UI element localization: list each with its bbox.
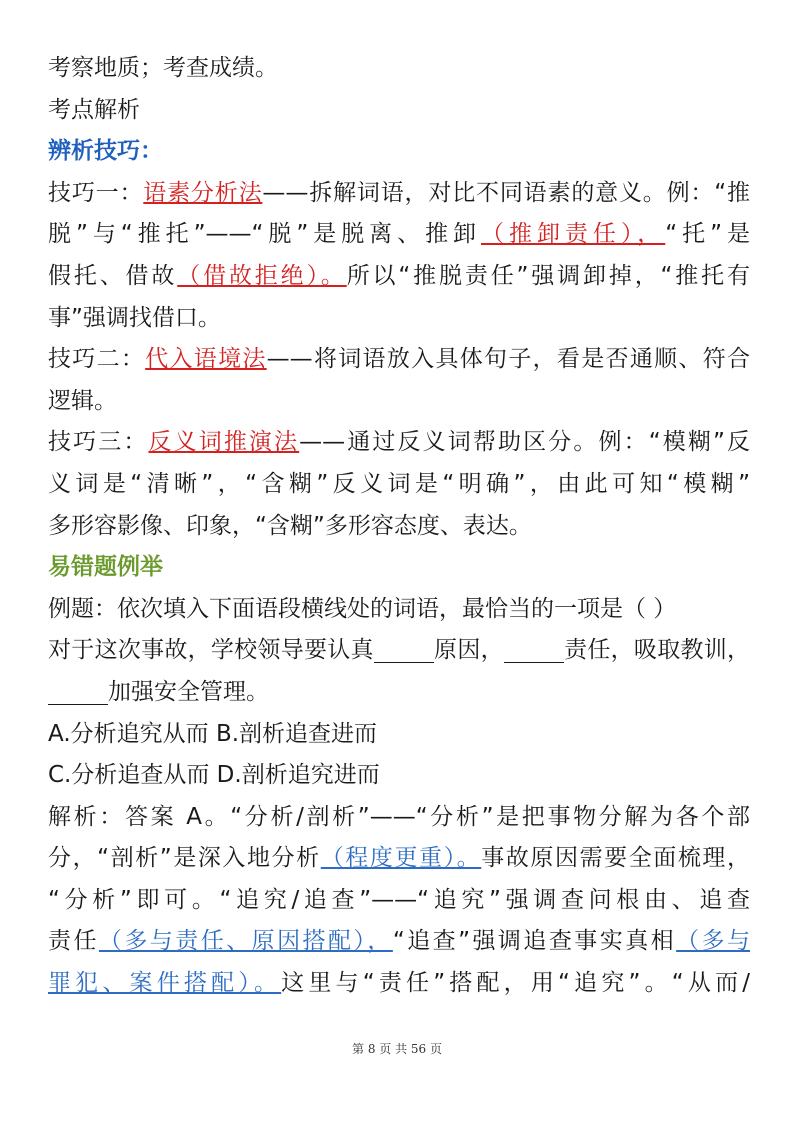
answer-blank: [48, 678, 108, 705]
text-line: 逻辑。: [48, 387, 117, 414]
question-line: 对于这次事故，学校领导要认真 原因， 责任，吸取教训，: [48, 637, 750, 664]
text-line: 假托、借故（借故拒绝）。所以“推脱责任”强调卸掉，“推托有: [48, 262, 750, 289]
question-line: 例题：依次填入下面语段横线处的词语，最恰当的一项是（ ）: [48, 595, 677, 622]
example-note: （借故拒绝）。: [177, 262, 347, 289]
example-note: （多与责任、原因搭配），: [98, 928, 393, 955]
analysis-line: 解析：答案 A。“分析/剖析”——“分析”是把事物分解为各个部: [48, 803, 750, 830]
text-line: 事”强调找借口。: [48, 304, 221, 331]
answer-blank: [374, 636, 434, 663]
heading-tips: 辨析技巧：: [48, 138, 163, 165]
text-line: 多形容影像、印象，“含糊”多形容态度、表达。: [48, 512, 532, 539]
option-line: C.分析追查从而 D.剖析追究进而: [48, 762, 380, 789]
analysis-line: 罪犯、案件搭配）。这里与“责任”搭配，用“追究”。“从而/: [48, 970, 750, 997]
answer-blank: [504, 636, 564, 663]
page-number: 第 8 页 共 56 页: [352, 1042, 442, 1056]
text-line: 考察地质；考查成绩。: [48, 55, 278, 81]
analysis-line: 责任（多与责任、原因搭配），“追查”强调追查事实真相（多与: [48, 928, 750, 955]
tip-two-line: 技巧二：代入语境法——将词语放入具体句子，看是否通顺、符合: [48, 346, 750, 373]
question-line: 加强安全管理。: [48, 672, 750, 714]
method-name: 代入语境法: [145, 346, 267, 373]
tip-three-line: 技巧三：反义词推演法——通过反义词帮助区分。例：“模糊”反: [48, 429, 750, 456]
section-label: 考点解析: [48, 96, 140, 123]
option-line: A.分析追究从而 B.剖析追查进而: [48, 720, 378, 747]
text-line: 脱”与“推托”——“脱”是脱离、推卸（推卸责任），“托”是: [48, 221, 750, 248]
tip-one-line: 技巧一：语素分析法——拆解词语，对比不同语素的意义。例：“推: [48, 179, 750, 206]
document-body: [48, 48, 750, 1005]
analysis-line: “分析”即可。“追究/追查”——“追究”强调查问根由、追查: [48, 886, 750, 913]
example-note: 罪犯、案件搭配）。: [48, 970, 282, 997]
analysis-line: 分，“剖析”是深入地分析（程度更重）。事故原因需要全面梳理，: [48, 845, 750, 872]
method-name: 反义词推演法: [148, 429, 300, 456]
text-line: 义词是“清晰”，“含糊”反义词是“明确”，由此可知“模糊”: [48, 470, 750, 497]
example-note: （多与: [676, 928, 750, 955]
example-note: （推卸责任），: [481, 221, 666, 248]
example-note: （程度更重）。: [320, 845, 482, 872]
heading-examples: 易错题例举: [48, 554, 163, 581]
method-name: 语素分析法: [143, 179, 263, 206]
